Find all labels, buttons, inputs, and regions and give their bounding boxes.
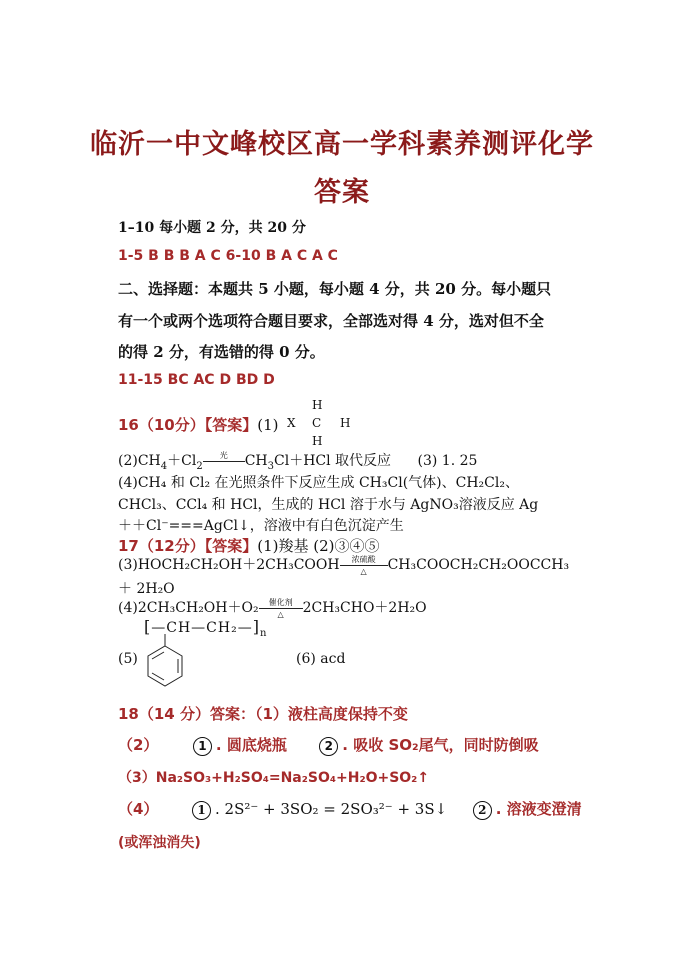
electron-formula-h-bottom: H	[312, 434, 323, 448]
q18-header: 18（14 分）答案：（1）液柱高度保持不变	[118, 705, 408, 723]
q17-part3-line2: ＋ 2H₂O	[118, 581, 175, 597]
q18-part4: （4） 1 . 2S²⁻ + 3SO₂ = 2SO₃²⁻ + 3S↓ 2 . 溶液变澄清	[118, 800, 582, 818]
q16-part4-line3: ＋＋Cl⁻===AgCl↓，溶液中有白色沉淀产生	[118, 518, 404, 534]
section1-header: 1–10 每小题 2 分，共 20 分	[118, 220, 306, 236]
section2-instructions-3: 的得 2 分，有选错的得 0 分。	[118, 343, 325, 361]
q16-line1	[118, 414, 279, 435]
q17-part5-label: (5)	[118, 651, 138, 667]
q18-part2: （2） 1 . 圆底烧瓶 2 . 吸收 SO₂尾气，同时防倒吸	[118, 736, 539, 754]
section2-instructions-1: 二、选择题：本题共 5 小题，每小题 4 分，共 20 分。每小题只	[118, 280, 552, 298]
electron-formula-h-top: H	[312, 398, 323, 412]
q17-part6: (6) acd	[296, 651, 346, 667]
q18-ionic-equation: . 2S²⁻ + 3SO₂ = 2SO₃²⁻ + 3S↓	[215, 800, 448, 818]
reaction-arrow-light: 光	[203, 451, 245, 472]
electron-formula-x: X	[287, 416, 296, 430]
q18-part3: （3）Na₂SO₃+H₂SO₄=Na₂SO₄+H₂O+SO₂↑	[118, 770, 430, 786]
q16-part1-label: (1)	[257, 416, 279, 434]
section2-instructions-2: 有一个或两个选项符合题目要求，全部选对得 4 分，选对但不全	[118, 312, 544, 330]
section2-answers: 11-15 BC AC D BD D	[118, 372, 275, 388]
q16-header: 16（10分）【答案】	[118, 416, 258, 434]
page-subtitle: 答案	[314, 177, 370, 208]
q16-line2: $(2)CH_4+Cl_2$ 光 $CH_3Cl+HCl$ 取代反应 (3) 1. 25	[118, 450, 478, 472]
q18-part4-line2: (或浑浊消失)	[118, 835, 201, 851]
circled-number-2: 2	[473, 801, 492, 820]
q17-part3-line1: (3)HOCH₂CH₂OH＋2CH₃COOH 浓硫酸 △ CH₃COOCH₂CH₂OOCCH₃	[118, 554, 570, 576]
circled-number-2: 2	[319, 737, 338, 756]
polymer-repeat-unit: $[—CH—CH_2—]_n$	[144, 617, 268, 639]
q17-parts12: (1)羧基 (2)③④⑤	[257, 537, 380, 555]
q16-part3: (3) 1. 25	[417, 453, 478, 469]
q17-header: 17（12分）【答案】	[118, 537, 258, 555]
reaction-arrow-esterification: 浓硫酸 △	[340, 555, 388, 576]
electron-formula-c: C	[312, 416, 322, 430]
q17-line1	[118, 535, 380, 556]
q17-part4: (4)2CH₃CH₂OH＋O₂ 催化剂 △ 2CH₃CHO＋2H₂O	[118, 597, 427, 619]
q16-part4-line1: (4)CH₄ 和 Cl₂ 在光照条件下反应生成 CH₃Cl(气体)、CH₂Cl₂、	[118, 475, 519, 491]
page-title: 临沂一中文峰校区高一学科素养测评化学	[90, 129, 594, 160]
circled-number-1: 1	[192, 801, 211, 820]
benzene-ring-icon	[140, 634, 200, 696]
section1-answers: 1-5 B B B A C 6-10 B A C A C	[118, 248, 338, 264]
q16-part4-line2: CHCl₃、CCl₄ 和 HCl，生成的 HCl 溶于水与 AgNO₃溶液反应 Ag	[118, 497, 539, 513]
circled-number-1: 1	[193, 737, 212, 756]
reaction-arrow-oxidation: 催化剂 △	[259, 598, 303, 619]
electron-formula-h-right: H	[340, 416, 351, 430]
